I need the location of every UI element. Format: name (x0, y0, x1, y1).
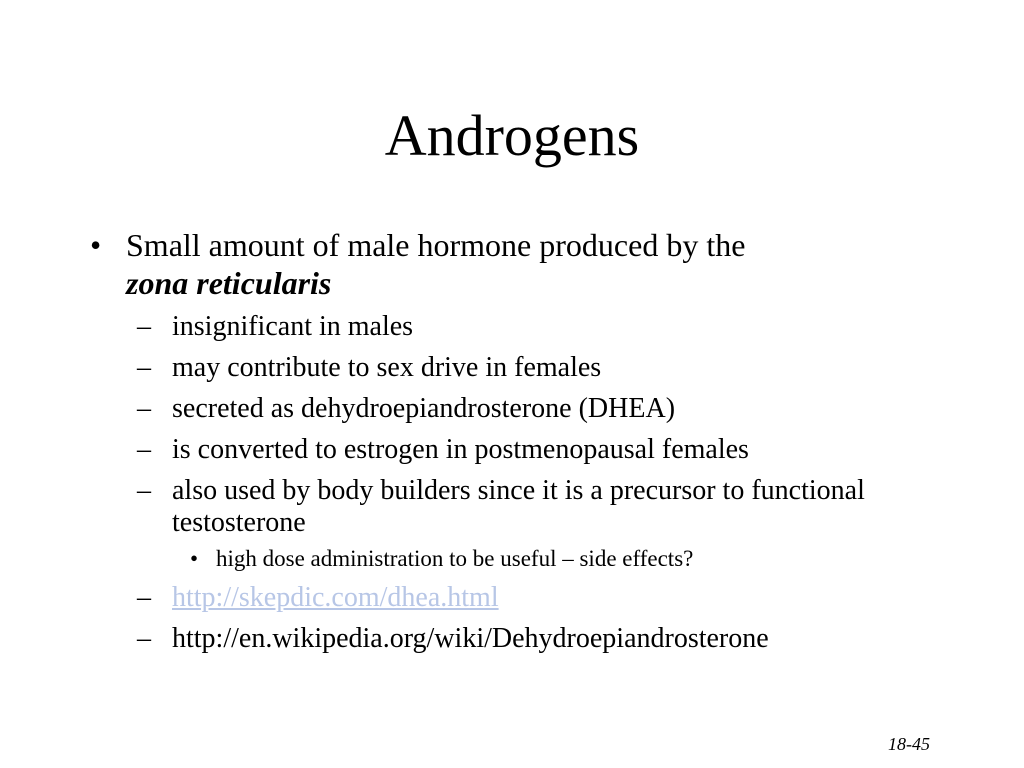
dash-icon: – (137, 352, 151, 383)
main-bullet (90, 226, 970, 302)
sub-bullet (90, 434, 970, 466)
dash-icon: – (137, 311, 151, 342)
skepdic-link[interactable]: http://skepdic.com/dhea.html (172, 582, 499, 613)
slide-title: Androgens (384, 103, 640, 168)
dash-icon: – (137, 623, 151, 654)
dash-icon: – (137, 582, 151, 613)
sub-bullet-link (90, 623, 970, 655)
sub-bullet-text: may contribute to sex drive in females (172, 352, 602, 383)
sub-bullet-text: insignificant in males (172, 311, 414, 342)
sub-bullet (90, 352, 970, 384)
sub-bullet (90, 393, 970, 425)
page-number: 18-45 (888, 734, 930, 754)
sub-bullet-text: is converted to estrogen in postmenopausal females (172, 434, 749, 465)
slide-body (90, 226, 970, 655)
sub-bullet (90, 311, 970, 343)
bullet-icon: • (190, 546, 199, 571)
main-bullet-text: Small amount of male hormone produced by the (126, 227, 746, 263)
dash-icon: – (137, 475, 151, 506)
dash-icon: – (137, 393, 151, 424)
sub-bullet-text: secreted as dehydroepiandrosterone (DHEA) (172, 393, 676, 424)
nested-bullet-text: high dose administration to be useful – side effects? (216, 546, 694, 571)
wikipedia-url-text: http://en.wikipedia.org/wiki/Dehydroepiandrosterone (172, 623, 769, 654)
sub-bullet-text: also used by body builders since it is a precursor to functional testosterone (172, 475, 865, 538)
main-bullet-emphasis: zona reticularis (126, 265, 332, 301)
nested-bullet (90, 545, 970, 573)
sub-bullet-link (90, 582, 970, 614)
dash-icon: – (137, 434, 151, 465)
sub-bullet (90, 475, 970, 539)
bullet-icon: • (90, 227, 102, 263)
